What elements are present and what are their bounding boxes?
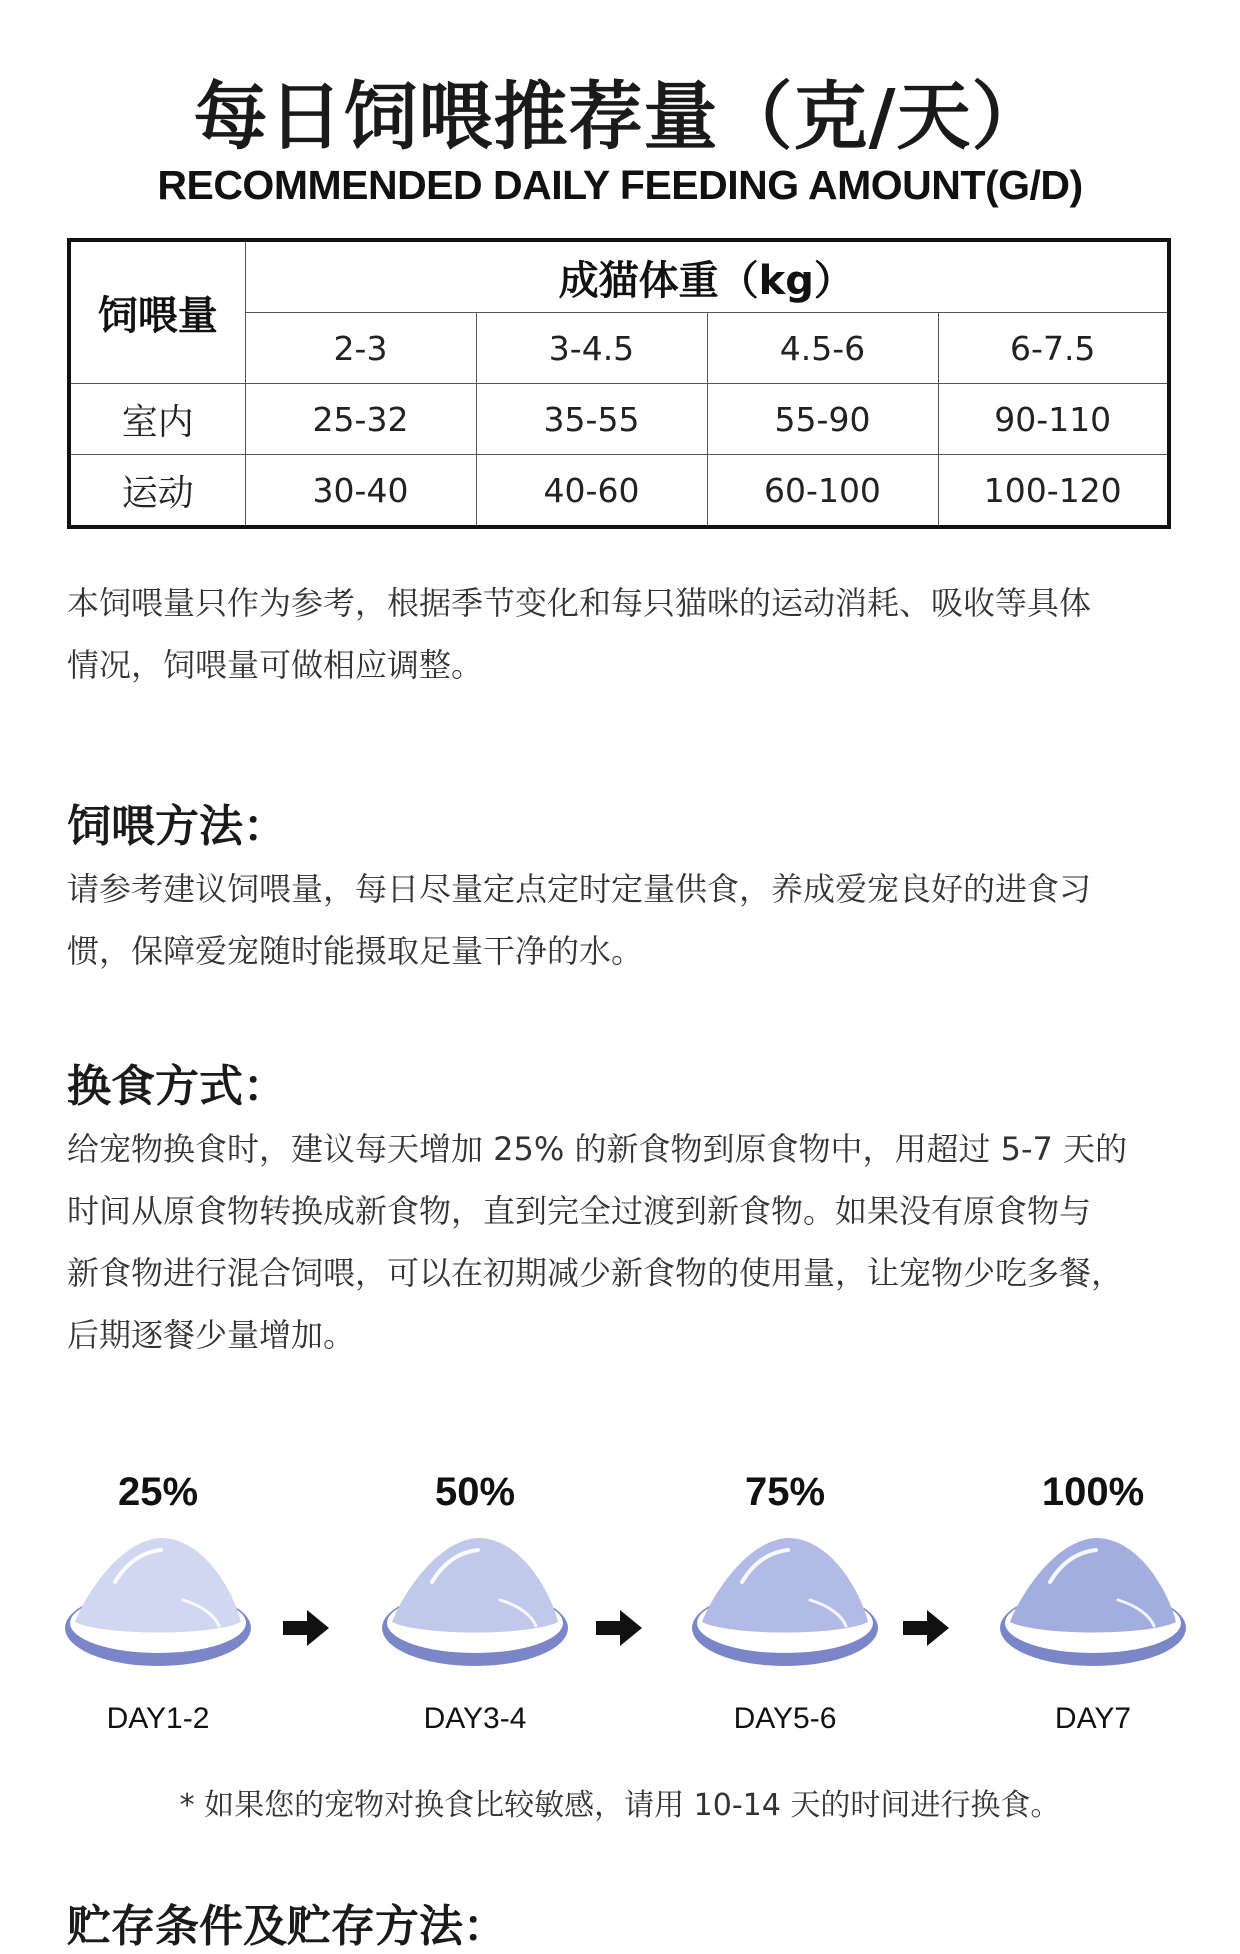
step-day: DAY5-6: [733, 1702, 837, 1735]
page-subtitle: RECOMMENDED DAILY FEEDING AMOUNT(G/D): [157, 162, 1083, 208]
table-cell: 60-100: [707, 455, 938, 528]
footnote: * 如果您的宠物对换食比较敏感，请用 10-14 天的时间进行换食。: [179, 1788, 1061, 1823]
feeding-note-paragraph: [67, 572, 1177, 696]
paragraph-line: 时间从原食物转换成新食物，直到完全过渡到新食物。如果没有原食物与: [67, 1192, 1092, 1230]
transition-heading: 换食方式：: [67, 1061, 287, 1112]
table-row: [69, 384, 1169, 455]
table-cell: 30-40: [245, 455, 476, 528]
step-percent: 25%: [117, 1470, 199, 1514]
weight-group-header: 成猫体重（kg）: [245, 240, 1169, 313]
step-day: DAY7: [1054, 1702, 1132, 1735]
paragraph-line: 惯，保障爱宠随时能摄取足量干净的水。: [67, 932, 644, 970]
step-day: DAY1-2: [106, 1702, 210, 1735]
arrow-right-icon: [283, 1610, 329, 1646]
food-bowl-icon: [998, 1530, 1188, 1670]
storage-heading: 贮存条件及贮存方法：: [67, 1901, 507, 1952]
weight-column-header: 6-7.5: [938, 313, 1169, 384]
paragraph-line: 本饲喂量只作为参考，根据季节变化和每只猫咪的运动消耗、吸收等具体: [67, 584, 1092, 622]
row-label-indoor: 室内: [69, 384, 245, 455]
weight-column-header: 2-3: [245, 313, 476, 384]
table-cell: 25-32: [245, 384, 476, 455]
paragraph-line: 请参考建议饲喂量，每日尽量定点定时定量供食，养成爱宠良好的进食习: [67, 870, 1092, 908]
food-bowl-icon: [380, 1530, 570, 1670]
paragraph-line: 情况，饲喂量可做相应调整。: [67, 646, 484, 684]
arrow-right-icon: [903, 1610, 949, 1646]
row-label-active: 运动: [69, 455, 245, 528]
arrow-right-icon: [596, 1610, 642, 1646]
table-cell: 35-55: [476, 384, 707, 455]
table-cell: 40-60: [476, 455, 707, 528]
transition-paragraph: [67, 1118, 1177, 1366]
step-percent: 100%: [1041, 1470, 1145, 1514]
table-cell: 100-120: [938, 455, 1169, 528]
table-cell: 55-90: [707, 384, 938, 455]
weight-column-header: 4.5-6: [707, 313, 938, 384]
paragraph-line: 给宠物换食时，建议每天增加 25% 的新食物到原食物中，用超过 5-7 天的: [67, 1130, 1128, 1168]
step-percent: 75%: [744, 1470, 826, 1514]
paragraph-line: 后期逐餐少量增加。: [67, 1316, 356, 1354]
food-bowl-icon: [690, 1530, 880, 1670]
transition-steps: [0, 1470, 1240, 1740]
table-cell: 90-110: [938, 384, 1169, 455]
feeding-method-heading: 饲喂方法：: [67, 801, 287, 852]
table-row: [69, 455, 1169, 528]
step-day: DAY3-4: [423, 1702, 527, 1735]
food-bowl-icon: [63, 1530, 253, 1670]
feeding-method-paragraph: [67, 858, 1177, 982]
paragraph-line: 新食物进行混合饲喂，可以在初期减少新食物的使用量，让宠物少吃多餐，: [67, 1254, 1124, 1292]
page-title: 每日饲喂推荐量（克/天）: [193, 74, 1047, 160]
feeding-table: [67, 238, 1171, 529]
table-corner-header: 饲喂量: [69, 240, 245, 384]
weight-column-header: 3-4.5: [476, 313, 707, 384]
step-percent: 50%: [434, 1470, 516, 1514]
